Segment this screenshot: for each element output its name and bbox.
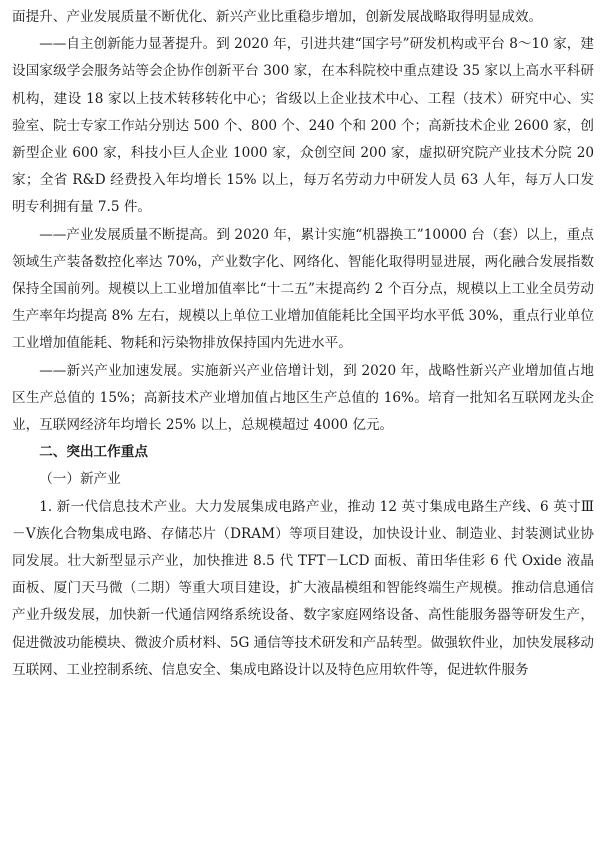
section-heading-key-tasks: 二、突出工作重点 — [39, 444, 148, 461]
paragraph-emerging-industries: ——新兴产业加速发展。实施新兴产业倍增计划，到 2020 年，战略性新兴产业增加值占地区生产总值的 15%；高新技术产业增加值占地区生产总值的 16%。培育一批知名互联网龙头企业，互联网经济年均增长 25% 以上，总规模超过 4000 亿元。 — [12, 362, 594, 434]
paragraph-industry-quality: ——产业发展质量不断提高。到 2020 年，累计实施“机器换工”10000 台（套）以上，重点领域生产装备数控化率达 70%，产业数字化、网络化、智能化取得明显进展，两化融合发展指数保持全国前列。规模以上工业增加值率比“十二五”末提高约 2 个百分点，规模以上工业全员劳动生产率年均提高 8% 左右，规模以上单位工业增加值能耗比全国平均水平低 30%，重点行业单位工业增加值能耗、物耗和污染物排放保持国内先进水平。 — [12, 226, 594, 352]
subsection-heading-new-industries: （一）新产业 — [39, 471, 121, 488]
paragraph-it-industry: 1. 新一代信息技术产业。大力发展集成电路产业，推动 12 英寸集成电路生产线、6 英寸Ⅲ－Ⅴ族化合物集成电路、存储芯片（DRAM）等项目建设，加快设计业、制造业、封装测试业协同发展。壮大新型显示产业，加快推进 8.5 代 TFT－LCD 面板、莆田华佳彩 6 代 Oxide 液晶面板、厦门天马微（二期）等重大项目建设，扩大液晶模组和智能终端生产规模。推动信息通信产业升级发展，加快新一代通信网络系统设备、数字家庭网络设备、高性能服务器等研发生产，促进微波功能模块、微波介质材料、5G 通信等技术研发和产品转型。做强软件业，加快发展移动互联网、工业控制系统、信息安全、集成电路设计以及特色应用软件等，促进软件服务 — [12, 498, 594, 678]
paragraph-innovation-capacity: ——自主创新能力显著提升。到 2020 年，引进共建“国字号”研发机构或平台 8～10 家，建设国家级学会服务站等会企协作创新平台 300 家，在本科院校中重点建设 35 家以上高水平科研机构，建设 18 家以上技术转移转化中心；省级以上企业技术中心、工程（技术）研究中心、实验室、院士专家工作站分别达 500 个、800 个、240 个和 200 个；高新技术企业 2600 家，创新型企业 600 家，科技小巨人企业 1000 家，众创空间 200 家，虚拟研究院产业技术分院 20 家；全省 R&D 经费投入年均增长 15% 以上，每万名劳动力中研发人员 63 人年，每万人口发明专利拥有量 7.5 件。 — [12, 36, 594, 216]
paragraph-intro-continuation: 面提升、产业发展质量不断优化、新兴产业比重稳步增加，创新发展战略取得明显成效。 — [12, 9, 543, 25]
